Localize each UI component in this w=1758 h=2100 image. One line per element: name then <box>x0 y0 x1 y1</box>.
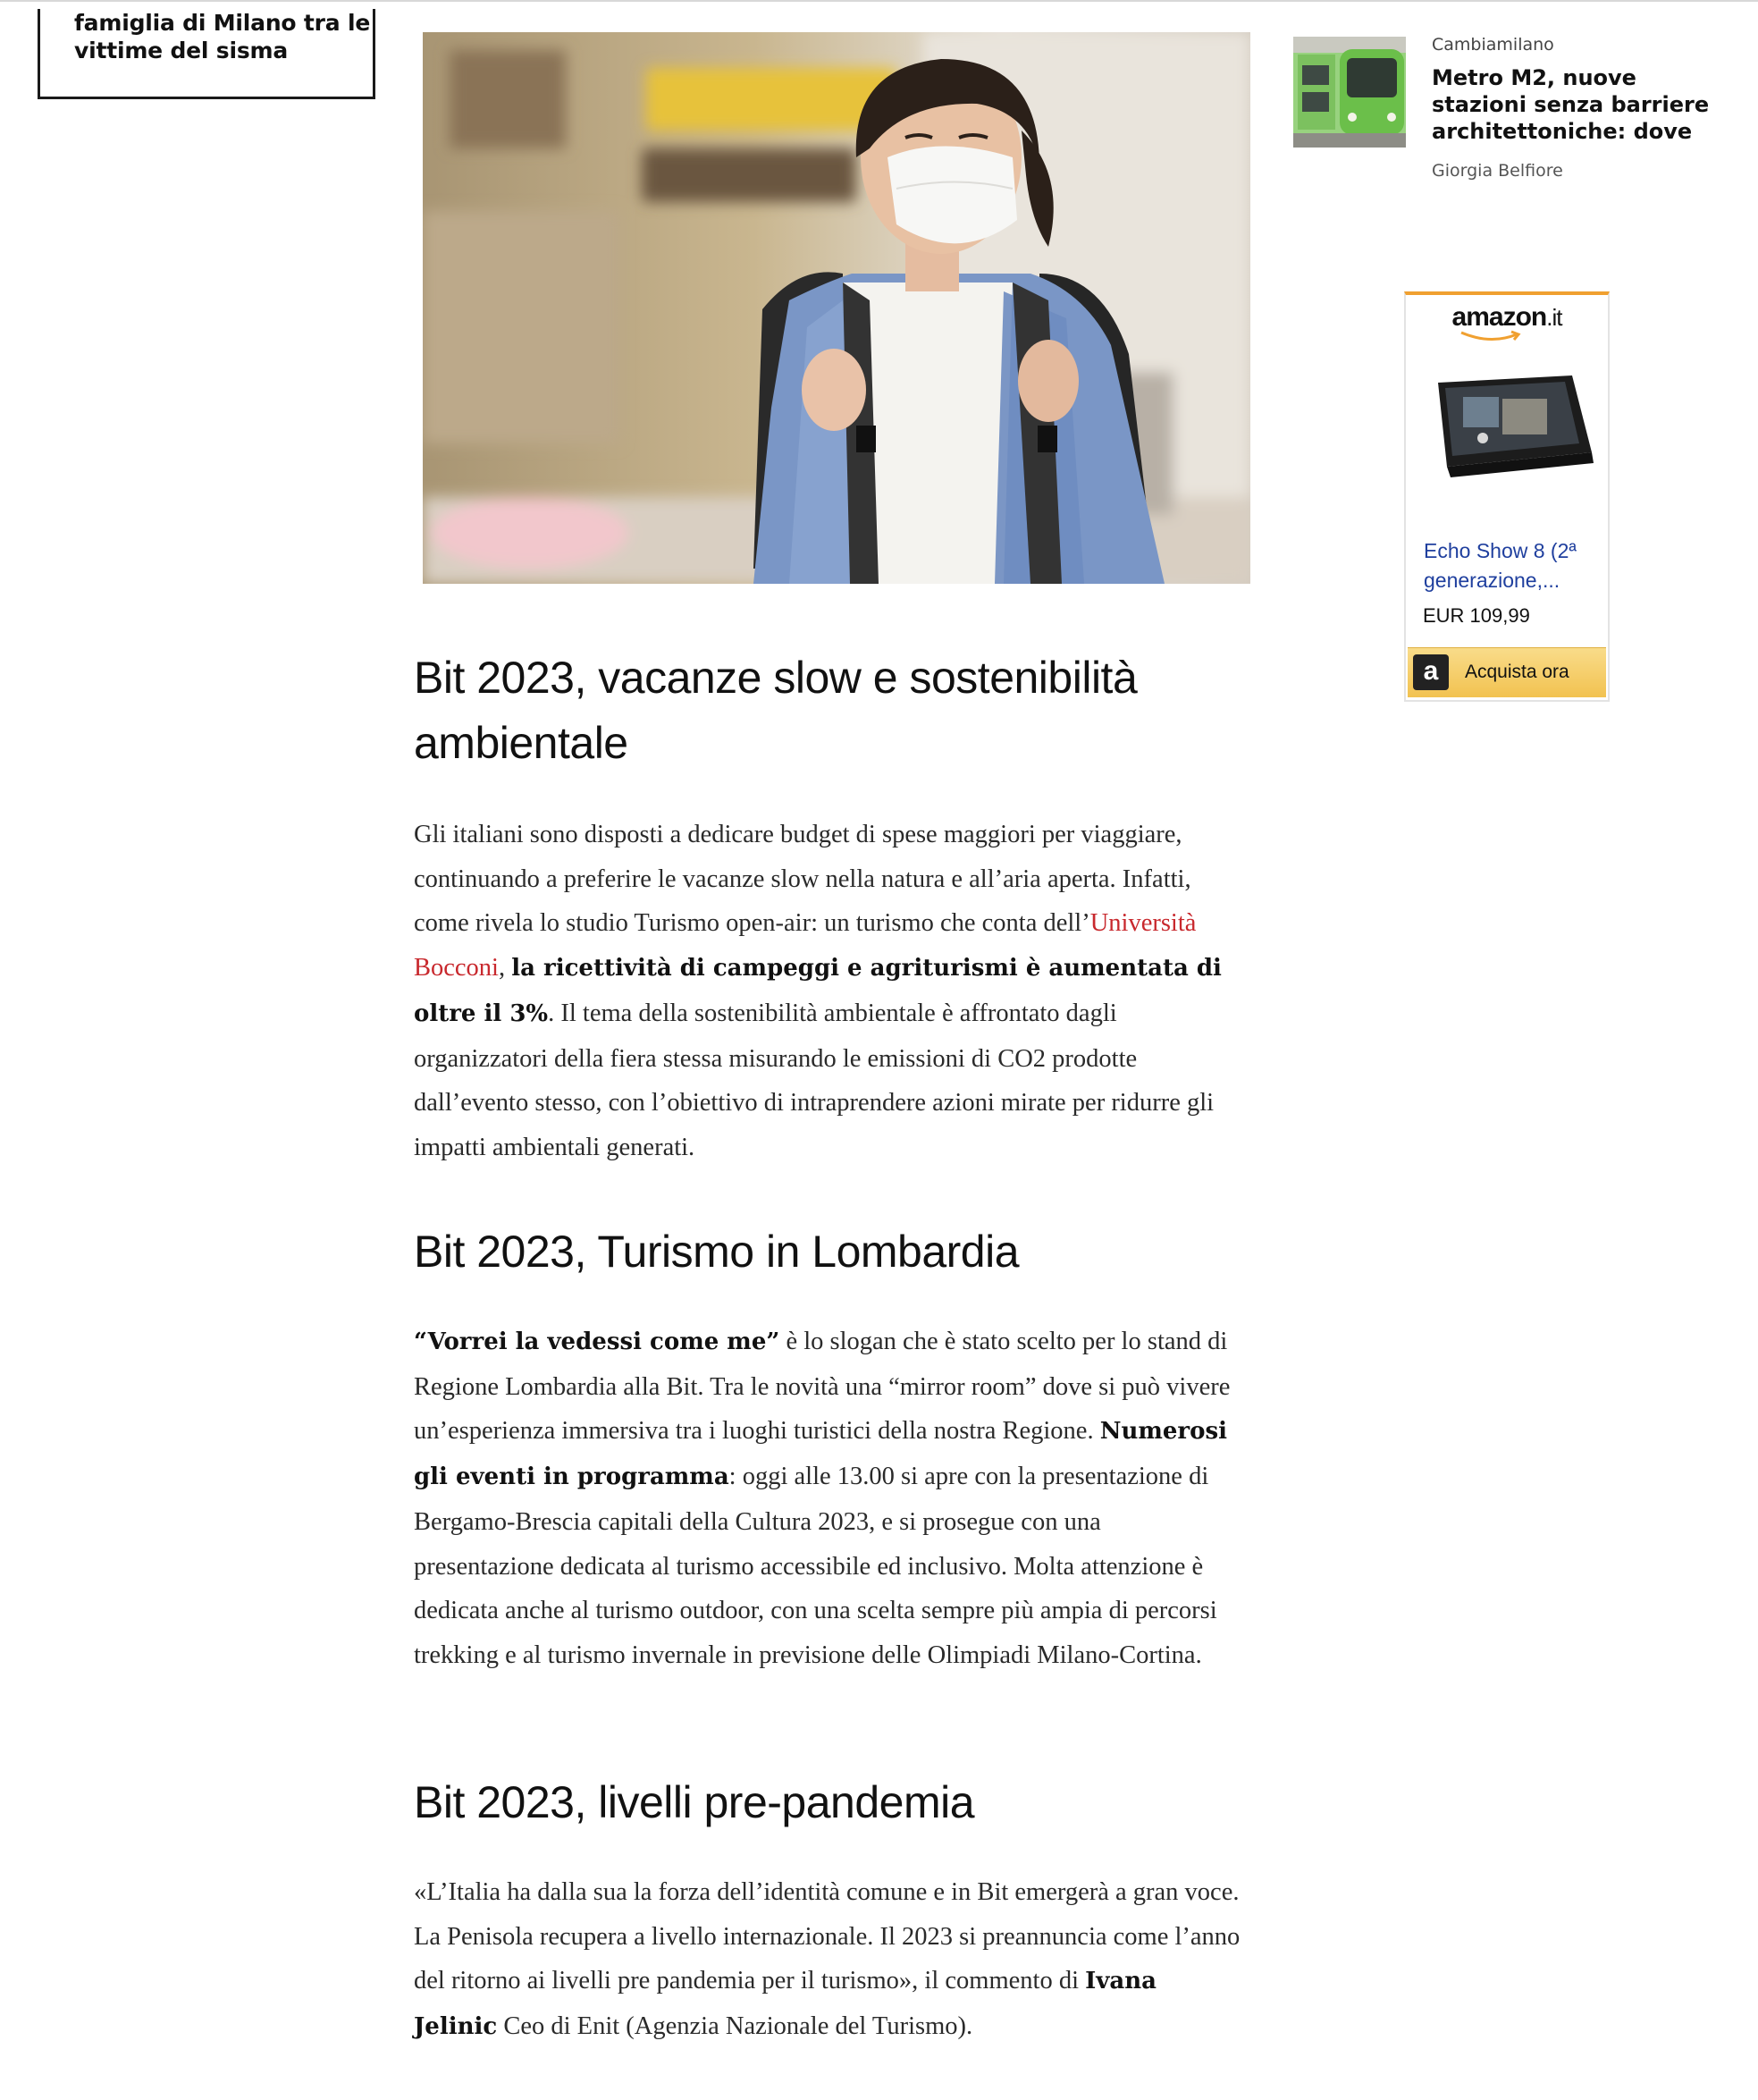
section-paragraph-lombardia: “Vorrei la vedessi come me” è lo slogan che è stato scelto per lo stand di Regione Lombardia alla Bit. Tra le novità una “mirror room” dove si può vivere un’esperienza immersiva tra i luoghi turistici della nostra Regione. Numerosi gli eventi in programma: oggi alle 13.00 si apre con la presentazione di Bergamo-Brescia capitali della Cultura 2023, e si prosegue con una presentazione dedicata al turismo accessibile ed inclusivo. Molta attenzione è dedicata anche al turismo outdoor, con una scelta sempre più ampia di percorsi trekking e al turismo invernale in previsione delle Olimpiadi Milano-Cortina. <box>414 1328 1231 1669</box>
amazon-logo: amazon.it <box>1451 302 1562 332</box>
ad-price: EUR 109,99 <box>1423 604 1530 627</box>
buy-now-button[interactable] <box>1408 647 1606 697</box>
amazon-a-icon: a <box>1413 654 1449 690</box>
amazon-smile-icon <box>1459 329 1522 343</box>
section-heading-sostenibilita: Bit 2023, vacanze slow e sostenibilità ambientale <box>414 653 1138 768</box>
amazon-ad[interactable] <box>1404 291 1610 702</box>
section-heading-lombardia: Bit 2023, Turismo in Lombardia <box>414 1227 1020 1277</box>
section-paragraph-sostenibilita: Gli italiani sono disposti a dedicare budget di spese maggiori per viaggiare, continuando a preferire le vacanze slow nella natura e all’aria aperta. Infatti, come rivela lo studio Turismo open-air: un turismo che conta dell’Università Bocconi, la ricettività di campeggi e agriturismi è aumentata di oltre il 3%. Il tema della sostenibilità ambientale è affrontato dagli organizzatori della fiera stessa misurando le emissioni di CO2 prodotte dall’evento stesso, con l’obiettivo di intraprendere azioni mirate per ridurre gli impatti ambientali generati. <box>414 821 1222 1161</box>
related-article-card[interactable] <box>38 9 375 99</box>
metro-train-image <box>1293 37 1406 148</box>
news-title[interactable]: Metro M2, nuove stazioni senza barriere architettoniche: dove <box>1432 65 1710 144</box>
news-source: Cambiamilano <box>1432 35 1554 55</box>
news-thumbnail[interactable] <box>1293 37 1406 148</box>
related-article-title[interactable]: famiglia di Milano tra le vittime del sisma <box>74 10 371 63</box>
hero-image <box>423 32 1250 584</box>
section-heading-pre-pandemia: Bit 2023, livelli pre-pandemia <box>414 1777 975 1827</box>
echo-show-product-image[interactable] <box>1420 367 1599 483</box>
section-paragraph-pre-pandemia: «L’Italia ha dalla sua la forza dell’identità comune e in Bit emergerà a gran voce. La Penisola recupera a livello internazionale. Il 2023 si preannuncia come l’anno del ritorno ai livelli pre pandemia per il turismo», il commento di Ivana Jelinic Ceo di Enit (Agenzia Nazionale del Turismo). <box>414 1878 1241 2041</box>
bocconi-link[interactable]: Università Bocconi <box>414 909 1197 983</box>
news-author: Giorgia Belfiore <box>1432 161 1563 181</box>
ad-product-link[interactable]: Echo Show 8 (2ª generazione,... <box>1424 539 1577 592</box>
buy-now-label: Acquista ora <box>1465 662 1569 682</box>
top-divider <box>0 0 1758 2</box>
traveler-photo <box>423 32 1250 584</box>
